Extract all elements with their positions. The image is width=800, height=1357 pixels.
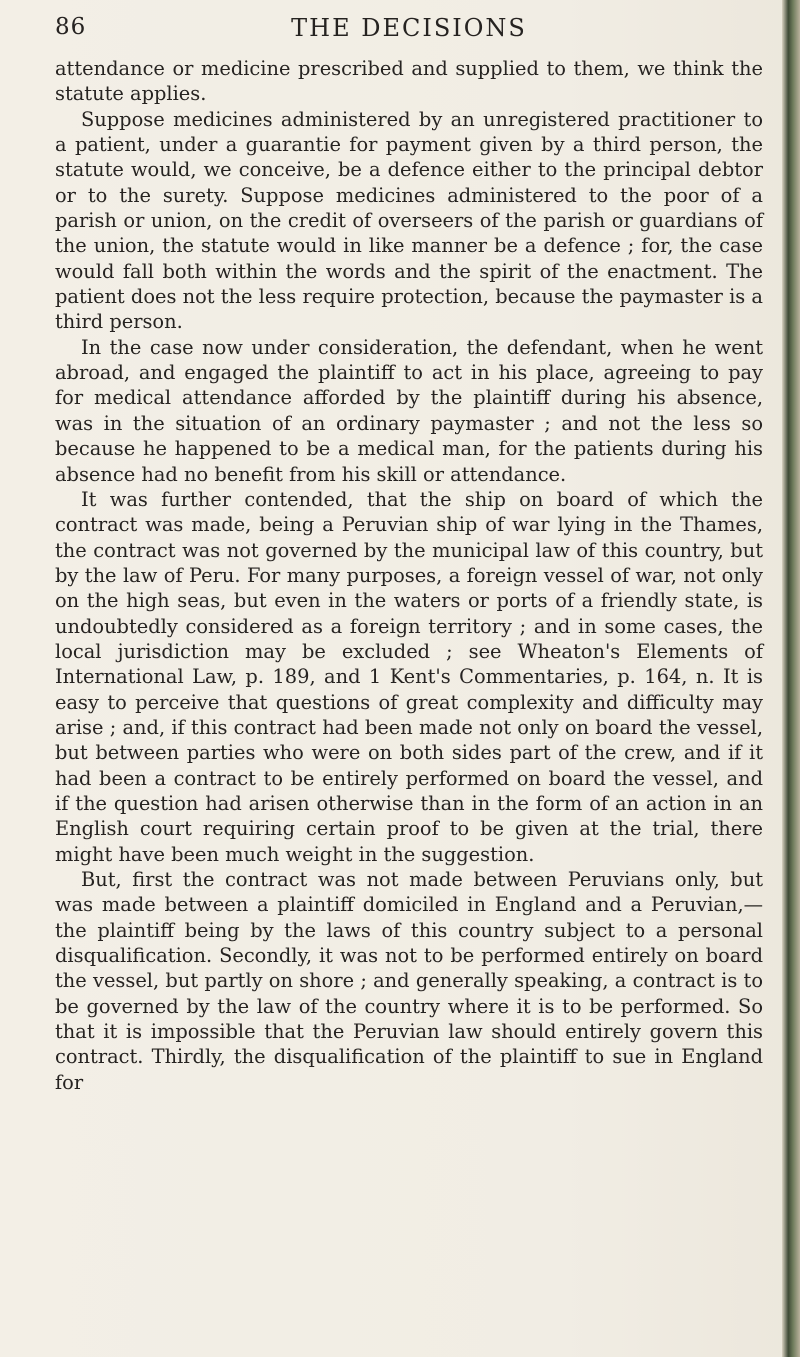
page-header (55, 14, 763, 48)
paragraph: In the case now under consideration, the defendant, when he went abroad, and engaged the plaintiff to act in his place, agreeing to pay for medical attendance afforded by the plaintiff during his absence, was in the situation of an ordinary paymaster ; and not the less so because he happened to be a medical man, for the patients during his absence had no benefit from his skill or attendance. (55, 335, 763, 486)
page-edge-shadow (782, 0, 800, 1357)
paragraph: Suppose medicines administered by an unregistered practitioner to a patient, under a guarantie for payment given by a third person, the statute would, we conceive, be a defence either to the principal debtor or to the surety. Suppose medicines administered to the poor of a parish or union, on the credit of overseers of the parish or guardians of the union, the statute would in like manner be a defence ; for, the case would fall both within the words and the spirit of the enactment. The patient does not the less require protection, because the paymaster is a third person. (55, 107, 763, 334)
paragraph: It was further contended, that the ship on board of which the contract was made, being a Peruvian ship of war lying in the Thames, the contract was not governed by the municipal law of this country, but by the law of Peru. For many purposes, a foreign vessel of war, not only on the high seas, but even in the waters or ports of a friendly state, is undoubtedly considered as a foreign territory ; and in some cases, the local jurisdiction may be excluded ; see Wheaton's Elements of International Law, p. 189, and 1 Kent's Commentaries, p. 164, n. It is easy to perceive that questions of great complexity and difficulty may arise ; and, if this contract had been made not only on board the vessel, but between parties who were on both sides part of the crew, and if it had been a contract to be entirely performed on board the vessel, and if the question had arisen otherwise than in the form of an action in an English court requiring certain proof to be given at the trial, there might have been much weight in the suggestion. (55, 487, 763, 866)
paragraph-continuation: attendance or medicine prescribed and supplied to them, we think the statute applies. (55, 57, 763, 106)
running-head: THE DECISIONS (291, 14, 527, 42)
body-text (55, 56, 763, 1095)
paragraph: But, first the contract was not made between Peruvians only, but was made between a plaintiff domiciled in England and a Peruvian,—the plaintiff being by the laws of this country subject to a personal disqualification. Secondly, it was not to be performed entirely on board the vessel, but partly on shore ; and generally speaking, a contract is to be governed by the law of the country where it is to be performed. So that it is impossible that the Peruvian law should entirely govern this contract. Thirdly, the disqualification of the plaintiff to sue in England for (55, 868, 763, 1094)
page-number: 86 (55, 14, 87, 40)
